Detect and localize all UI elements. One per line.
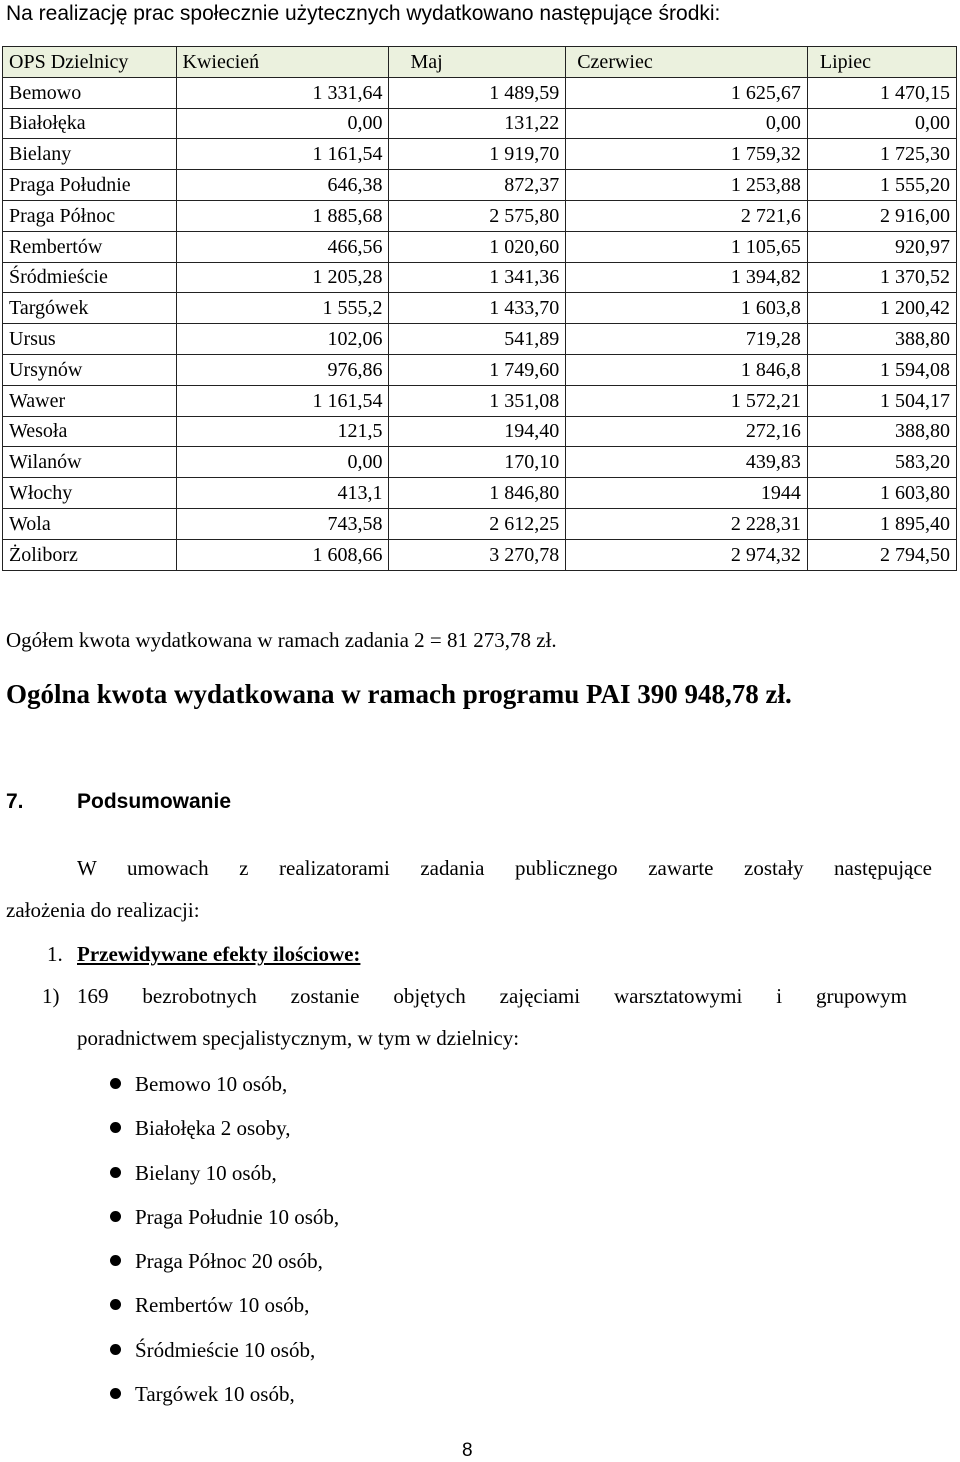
amount-cell: 466,56 — [176, 231, 389, 262]
table-row — [3, 262, 957, 293]
amount-cell: 1 749,60 — [389, 354, 566, 385]
table-row — [3, 200, 957, 231]
amount-cell: 0,00 — [176, 108, 389, 139]
amount-cell: 1 161,54 — [176, 385, 389, 416]
amount-cell: 170,10 — [389, 447, 566, 478]
amount-cell: 1 625,67 — [566, 77, 808, 108]
amount-cell: 194,40 — [389, 416, 566, 447]
table-row — [3, 478, 957, 509]
amount-cell: 2 612,25 — [389, 508, 566, 539]
district-cell: Praga Południe — [3, 170, 177, 201]
amount-cell: 0,00 — [566, 108, 808, 139]
amount-cell: 1 504,17 — [807, 385, 956, 416]
header-cell: Czerwiec — [566, 47, 808, 78]
amount-cell: 1944 — [566, 478, 808, 509]
bullet-text: Praga Południe 10 osób, — [135, 1204, 340, 1229]
amount-cell: 388,80 — [807, 416, 956, 447]
intro-text: Na realizację prac społecznie użytecznych wydatkowano następujące środki: — [6, 2, 721, 25]
bullet-text: Bemowo 10 osób, — [135, 1072, 288, 1096]
amount-cell: 719,28 — [566, 324, 808, 355]
district-cell: Rembertów — [3, 231, 177, 262]
table-header-row — [3, 47, 957, 78]
amount-cell: 0,00 — [807, 108, 956, 139]
amount-cell: 1 394,82 — [566, 262, 808, 293]
amount-cell: 2 974,32 — [566, 539, 808, 570]
bullet-text: Targówek 10 osób, — [135, 1382, 295, 1407]
list-item-number: 1. — [47, 942, 63, 966]
amount-cell: 2 916,00 — [807, 200, 956, 231]
list-item — [110, 1151, 339, 1195]
bullet-icon — [110, 1299, 121, 1310]
amount-cell: 1 555,2 — [176, 293, 389, 324]
sublist-number: 1) — [42, 984, 60, 1008]
amount-cell: 743,58 — [176, 508, 389, 539]
page-number: 8 — [462, 1440, 473, 1461]
list-item-title: Przewidywane efekty ilościowe: — [77, 942, 361, 966]
program-total-text: Ogólna kwota wydatkowana w ramach programu PAI 390 948,78 zł. — [6, 679, 792, 709]
sublist-text-line2: poradnictwem specjalistycznym, w tym w dzielnicy: — [77, 1026, 520, 1050]
district-cell: Bemowo — [3, 77, 177, 108]
amount-cell: 413,1 — [176, 478, 389, 509]
table-row — [3, 447, 957, 478]
expenses-table — [2, 46, 957, 571]
table-row — [3, 385, 957, 416]
bullet-icon — [110, 1388, 121, 1399]
district-bullet-list — [110, 1062, 339, 1416]
list-item — [110, 1372, 339, 1416]
amount-cell: 1 759,32 — [566, 139, 808, 170]
amount-cell: 1 885,68 — [176, 200, 389, 231]
amount-cell: 1 594,08 — [807, 354, 956, 385]
amount-cell: 1 603,80 — [807, 478, 956, 509]
amount-cell: 2 575,80 — [389, 200, 566, 231]
amount-cell: 2 794,50 — [807, 539, 956, 570]
bullet-icon — [110, 1078, 121, 1089]
amount-cell: 102,06 — [176, 324, 389, 355]
amount-cell: 2 228,31 — [566, 508, 808, 539]
district-cell: Targówek — [3, 293, 177, 324]
table-row — [3, 108, 957, 139]
amount-cell: 1 433,70 — [389, 293, 566, 324]
amount-cell: 2 721,6 — [566, 200, 808, 231]
amount-cell: 646,38 — [176, 170, 389, 201]
amount-cell: 0,00 — [176, 447, 389, 478]
header-cell: OPS Dzielnicy — [3, 47, 177, 78]
district-cell: Włochy — [3, 478, 177, 509]
amount-cell: 1 470,15 — [807, 77, 956, 108]
district-cell: Żoliborz — [3, 539, 177, 570]
bullet-icon — [110, 1344, 121, 1355]
bullet-text: Śródmieście 10 osób, — [135, 1337, 316, 1362]
amount-cell: 1 331,64 — [176, 77, 389, 108]
amount-cell: 1 161,54 — [176, 139, 389, 170]
bullet-text: Bielany 10 osób, — [135, 1160, 277, 1185]
table-row — [3, 539, 957, 570]
table-row — [3, 354, 957, 385]
amount-cell: 1 608,66 — [176, 539, 389, 570]
district-cell: Śródmieście — [3, 262, 177, 293]
amount-cell: 1 489,59 — [389, 77, 566, 108]
amount-cell: 439,83 — [566, 447, 808, 478]
bullet-icon — [110, 1255, 121, 1266]
amount-cell: 872,37 — [389, 170, 566, 201]
amount-cell: 920,97 — [807, 231, 956, 262]
amount-cell: 1 846,8 — [566, 354, 808, 385]
table-row — [3, 231, 957, 262]
header-cell: Lipiec — [807, 47, 956, 78]
list-item — [110, 1106, 339, 1150]
amount-cell: 1 105,65 — [566, 231, 808, 262]
amount-cell: 3 270,78 — [389, 539, 566, 570]
table-row — [3, 416, 957, 447]
section-title: Podsumowanie — [77, 790, 232, 813]
table-row — [3, 170, 957, 201]
district-cell: Bielany — [3, 139, 177, 170]
district-cell: Praga Północ — [3, 200, 177, 231]
table-row — [3, 324, 957, 355]
amount-cell: 1 341,36 — [389, 262, 566, 293]
section-paragraph-line2: założenia do realizacji: — [6, 898, 200, 922]
amount-cell: 1 020,60 — [389, 231, 566, 262]
amount-cell: 1 253,88 — [566, 170, 808, 201]
amount-cell: 1 603,8 — [566, 293, 808, 324]
list-item — [110, 1062, 339, 1106]
bullet-icon — [110, 1211, 121, 1222]
district-cell: Wilanów — [3, 447, 177, 478]
amount-cell: 541,89 — [389, 324, 566, 355]
amount-cell: 1 200,42 — [807, 293, 956, 324]
amount-cell: 388,80 — [807, 324, 956, 355]
amount-cell: 1 572,21 — [566, 385, 808, 416]
amount-cell: 131,22 — [389, 108, 566, 139]
bullet-icon — [110, 1122, 121, 1133]
district-cell: Wola — [3, 508, 177, 539]
bullet-icon — [110, 1167, 121, 1178]
section-number: 7. — [6, 790, 24, 813]
task-total-text: Ogółem kwota wydatkowana w ramach zadania 2 = 81 273,78 zł. — [6, 628, 557, 652]
amount-cell: 1 895,40 — [807, 508, 956, 539]
section-paragraph-line1: W umowach z realizatorami zadania publicznego zawarte zostały następujące — [77, 856, 932, 880]
district-cell: Wesoła — [3, 416, 177, 447]
list-item — [110, 1239, 339, 1283]
amount-cell: 976,86 — [176, 354, 389, 385]
list-item — [110, 1283, 339, 1327]
district-cell: Białołęka — [3, 108, 177, 139]
header-cell: Maj — [389, 47, 566, 78]
amount-cell: 121,5 — [176, 416, 389, 447]
amount-cell: 1 555,20 — [807, 170, 956, 201]
sublist-text-line1: 169 bezrobotnych zostanie objętych zajęciami warsztatowymi i grupowym — [77, 984, 907, 1008]
table-row — [3, 139, 957, 170]
amount-cell: 1 846,80 — [389, 478, 566, 509]
amount-cell: 1 919,70 — [389, 139, 566, 170]
table-row — [3, 508, 957, 539]
amount-cell: 1 205,28 — [176, 262, 389, 293]
amount-cell: 272,16 — [566, 416, 808, 447]
table-row — [3, 77, 957, 108]
bullet-text: Białołęka 2 osoby, — [135, 1116, 291, 1141]
list-item — [110, 1195, 339, 1239]
table-row — [3, 293, 957, 324]
bullet-text: Praga Północ 20 osób, — [135, 1249, 323, 1274]
amount-cell: 1 370,52 — [807, 262, 956, 293]
amount-cell: 1 351,08 — [389, 385, 566, 416]
bullet-text: Rembertów 10 osób, — [135, 1293, 310, 1318]
header-cell: Kwiecień — [176, 47, 389, 78]
district-cell: Ursynów — [3, 354, 177, 385]
district-cell: Ursus — [3, 324, 177, 355]
amount-cell: 1 725,30 — [807, 139, 956, 170]
amount-cell: 583,20 — [807, 447, 956, 478]
list-item — [110, 1328, 339, 1372]
district-cell: Wawer — [3, 385, 177, 416]
